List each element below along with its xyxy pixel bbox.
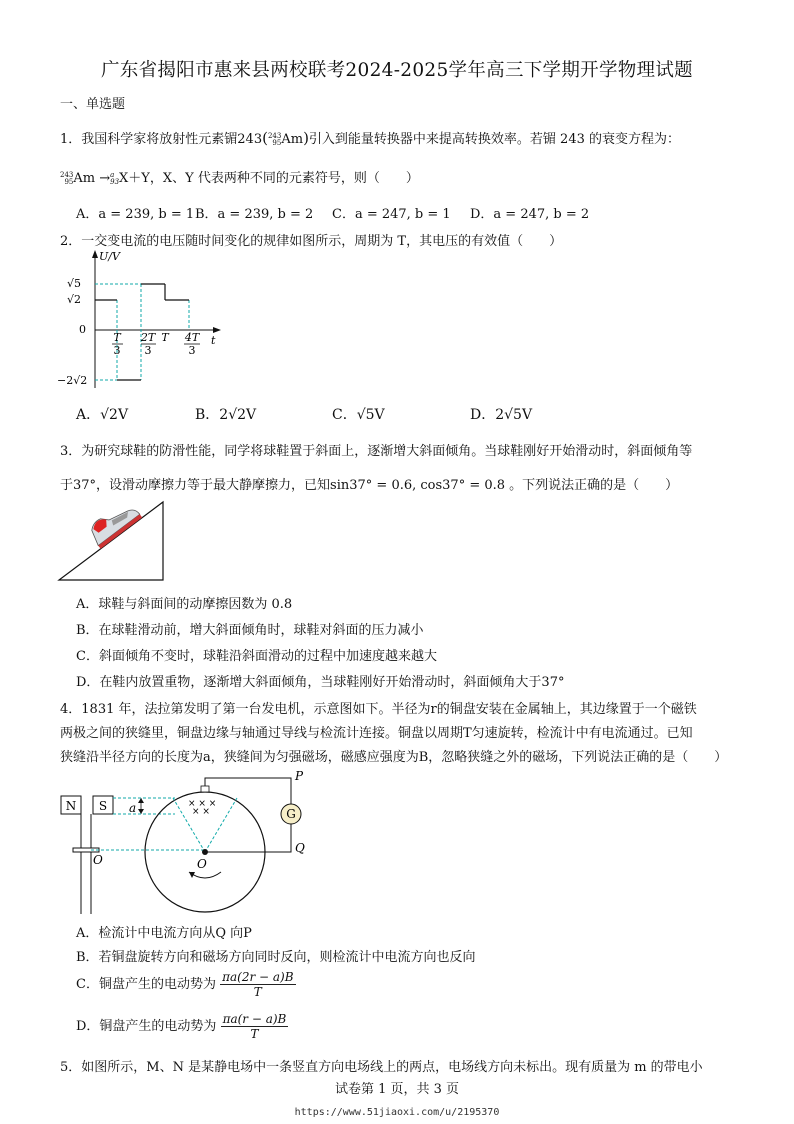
q4-option-d <box>76 1012 288 1041</box>
q2-stem: 2．一交变电流的电压随时间变化的规律如图所示，周期为 T，其电压的有效值（ ） <box>60 234 563 249</box>
q4-line3: 狭缝沿半径方向的长度为a，狭缝间为匀强磁场，磁感应强度为B，忽略狭缝之外的磁场，下列说法正确的是（ ） <box>60 750 728 765</box>
svg-text:2T: 2T <box>140 331 156 344</box>
q1-option-c: C．a = 247, b = 1 <box>332 207 451 222</box>
q2-option-d: D．2√5V <box>470 407 533 423</box>
q3-option-b: B．在球鞋滑动前，增大斜面倾角时，球鞋对斜面的压力减小 <box>76 623 424 638</box>
q4-option-c-prefix: C．铜盘产生的电动势为 <box>76 977 216 992</box>
q4-option-b: B．若铜盘旋转方向和磁场方向同时反向，则检流计中电流方向也反向 <box>76 950 476 965</box>
q4-option-a: A．检流计中电流方向从Q 向P <box>76 926 252 941</box>
q1-option-d: D．a = 247, b = 2 <box>470 207 590 222</box>
q2-option-c: C．√5V <box>332 407 385 423</box>
galvanometer-label: G <box>286 807 296 821</box>
sneaker-icon <box>86 498 142 549</box>
q2-voltage-graph <box>55 248 235 393</box>
svg-text:3: 3 <box>188 344 196 357</box>
q5-line1: 5．如图所示，M、N 是某静电场中一条竖直方向电场线上的两点，电场线方向未标出。现有质量为 m 的带电小 <box>60 1060 703 1075</box>
q2-option-b: B．2√2V <box>195 407 257 423</box>
q4-line1: 4．1831 年，法拉第发明了第一台发电机，示意图如下。半径为r的铜盘安装在金属轴上，其边缘置于一个磁铁 <box>60 702 697 717</box>
y-axis-arrow-icon <box>92 250 98 258</box>
q4-option-c <box>76 970 296 999</box>
section-heading: 一、单选题 <box>60 97 126 112</box>
incline-triangle <box>59 502 163 580</box>
magnet-n-label: N <box>65 799 77 813</box>
q4-faraday-disk-figure <box>55 768 325 918</box>
q1-text-a: 1．我国科学家将放射性元素镅 <box>60 132 238 147</box>
q1-line2: 243 95Am →a 93X＋Y，X、Y 代表两种不同的元素符号，则（ ） <box>60 170 419 186</box>
svg-text:4T: 4T <box>184 331 200 344</box>
q4-line2: 两极之间的狭缝里，铜盘边缘与轴通过导线与检流计连接。铜盘以周期T匀速旋转，检流计中有电流通过。已知 <box>60 726 693 741</box>
q1-line1: 1．我国科学家将放射性元素镅243(243 95Am)引入到能量转换器中来提高转换效率。若镅 243 的衰变方程为： <box>60 129 680 147</box>
gap-length-label: a <box>129 801 137 815</box>
q3-option-d: D．在鞋内放置重物，逐渐增大斜面倾角，当球鞋刚好开始滑动时，斜面倾角大于37° <box>76 675 565 690</box>
q1-option-a: A．a = 239, b = 1 <box>76 207 195 222</box>
y-tick-zero: 0 <box>79 323 86 336</box>
svg-text:3: 3 <box>113 344 121 357</box>
svg-text:× × ×: × × × <box>188 799 217 809</box>
page-footer: 试卷第 1 页，共 3 页 <box>334 1082 460 1097</box>
svg-text:T: T <box>113 331 121 344</box>
svg-text:3: 3 <box>144 344 152 357</box>
disk-center-label: O <box>197 857 207 871</box>
q4-option-d-fraction: $\frac{\pi a(r - a)B}{T}$ <box>222 1012 287 1041</box>
page-title: 广东省揭阳市惠来县两校联考2024-2025学年高三下学期开学物理试题 <box>101 60 693 81</box>
point-q-label: Q <box>295 841 305 855</box>
x-axis-arrow-icon <box>213 327 221 333</box>
x-axis-label: t <box>211 334 216 347</box>
svg-text:× ×: × × <box>192 807 210 817</box>
point-p-label: P <box>295 769 304 783</box>
left-axle-label: O <box>93 853 103 867</box>
y-tick-neg2sqrt2: −2√2 <box>57 374 88 387</box>
q3-option-a: A．球鞋与斜面间的动摩擦因数为 0.8 <box>76 597 293 612</box>
y-axis-label: U/V <box>99 250 120 263</box>
y-tick-sqrt5: √5 <box>67 277 82 290</box>
q4-option-c-fraction: $\frac{\pi a(2r - a)B}{T}$ <box>222 970 294 999</box>
magnet-s-label: S <box>98 799 108 813</box>
q3-option-c: C．斜面倾角不变时，球鞋沿斜面滑动的过程中加速度越来越大 <box>76 649 437 664</box>
q2-option-a: A．√2V <box>76 407 129 423</box>
q3-line1: 3．为研究球鞋的防滑性能，同学将球鞋置于斜面上，逐渐增大斜面倾角。当球鞋刚好开始滑动时，斜面倾角等 <box>60 444 693 459</box>
svg-text:T: T <box>161 331 169 344</box>
q4-option-d-prefix: D．铜盘产生的电动势为 <box>76 1019 217 1034</box>
q1-text-b: 引入到能量转换器中来提高转换效率。若镅 243 的衰变方程为： <box>308 132 680 147</box>
q1-am-number: 243 <box>237 132 263 147</box>
q3-line2: 于37°，设滑动摩擦力等于最大静摩擦力，已知sin37° = 0.6, cos37° = 0.8 。下列说法正确的是（ ） <box>60 478 679 493</box>
watermark-url: https://www.51jiaoxi.com/u/2195370 <box>294 1107 500 1118</box>
q1-text-line2: X＋Y，X、Y 代表两种不同的元素符号，则（ ） <box>119 171 419 186</box>
q3-incline-figure <box>55 498 167 584</box>
q1-option-b: B．a = 239, b = 2 <box>195 207 314 222</box>
y-tick-sqrt2: √2 <box>67 293 82 306</box>
